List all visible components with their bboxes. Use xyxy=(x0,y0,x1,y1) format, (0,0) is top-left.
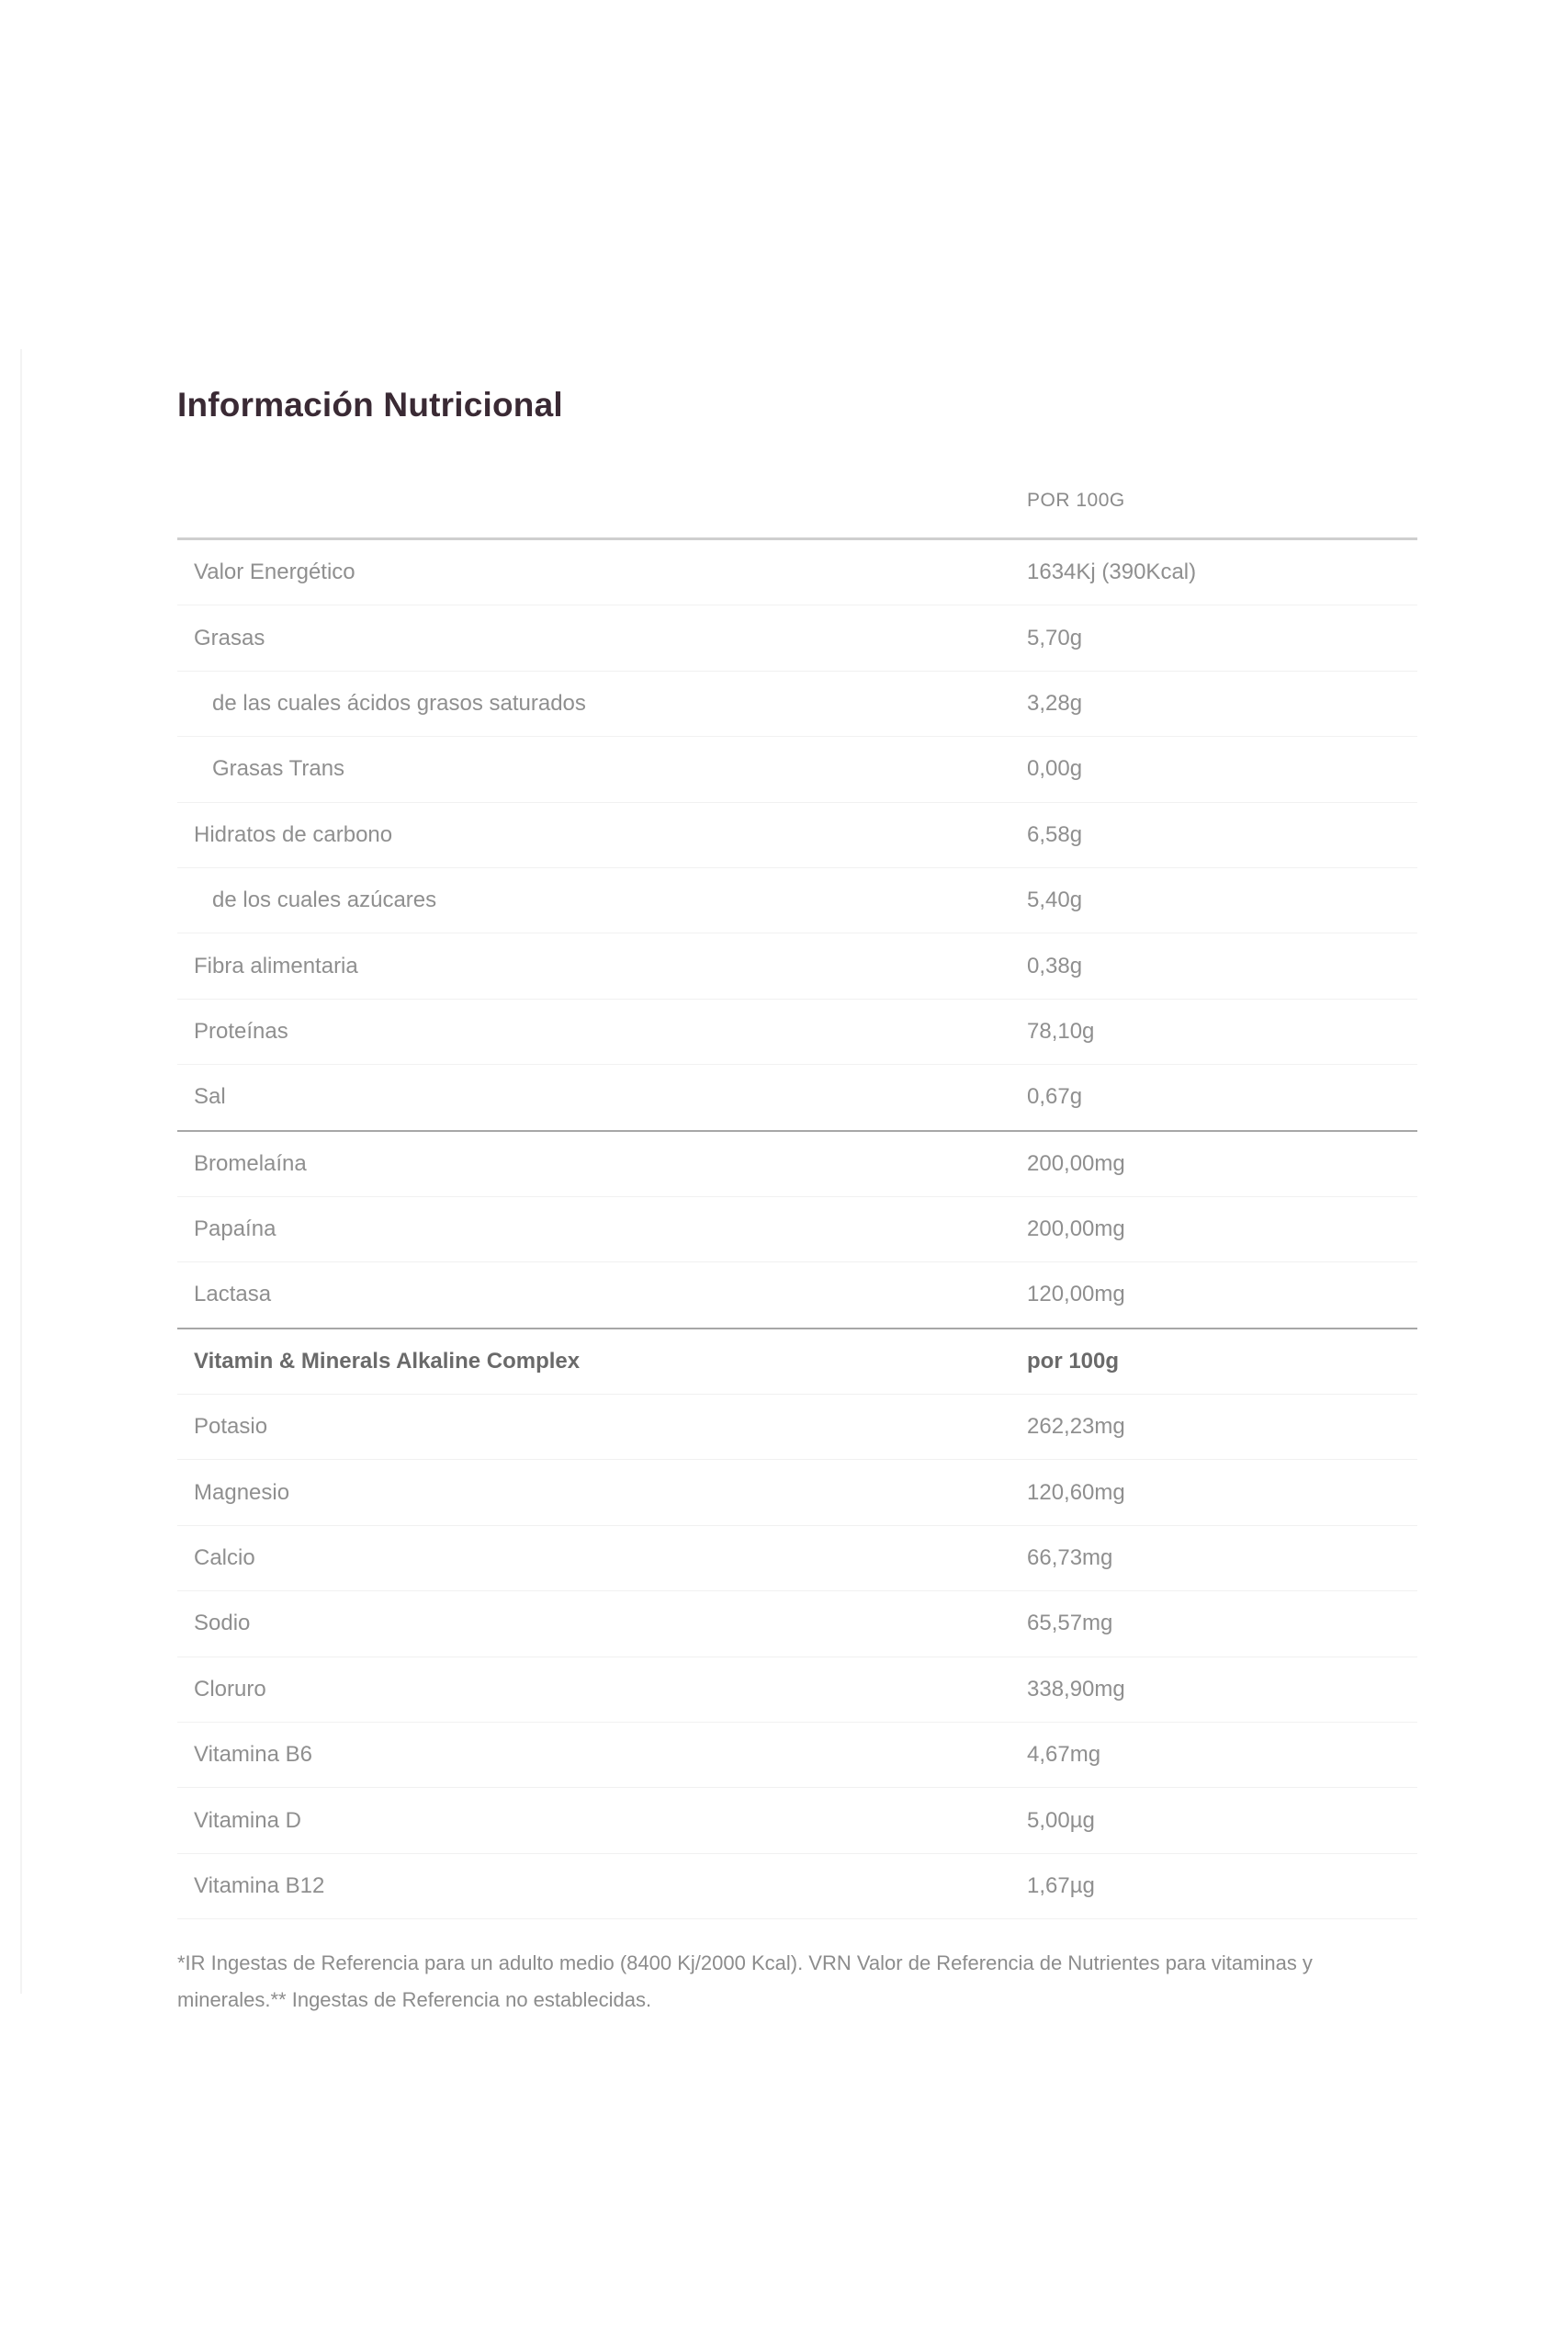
table-row xyxy=(177,1262,1417,1329)
nutrient-name: Calcio xyxy=(177,1525,1027,1590)
table-row xyxy=(177,933,1417,999)
nutrient-value: 0,67g xyxy=(1027,1065,1417,1131)
per-100g-column-header: POR 100G xyxy=(1027,464,1417,539)
nutrient-value: 1634Kj (390Kcal) xyxy=(1027,539,1417,605)
nutrient-name: Fibra alimentaria xyxy=(177,933,1027,999)
nutrient-value: 0,00g xyxy=(1027,737,1417,802)
table-row xyxy=(177,1065,1417,1131)
nutrient-name: Proteínas xyxy=(177,999,1027,1064)
nutrient-name: Potasio xyxy=(177,1395,1027,1460)
nutrient-value: 0,38g xyxy=(1027,933,1417,999)
table-row xyxy=(177,737,1417,802)
nutrient-column-header xyxy=(177,464,1027,539)
table-row xyxy=(177,802,1417,867)
nutrition-table-body xyxy=(177,539,1417,1919)
nutrient-value: 5,70g xyxy=(1027,605,1417,671)
table-row xyxy=(177,1788,1417,1853)
nutrient-name: Hidratos de carbono xyxy=(177,802,1027,867)
table-row xyxy=(177,867,1417,933)
nutrient-name: de los cuales azúcares xyxy=(177,867,1027,933)
table-row xyxy=(177,999,1417,1064)
nutrient-name: Sal xyxy=(177,1065,1027,1131)
table-group-header-row xyxy=(177,1329,1417,1395)
table-row xyxy=(177,671,1417,736)
page-title: Información Nutricional xyxy=(177,386,563,424)
nutrient-name: Grasas Trans xyxy=(177,737,1027,802)
nutrient-name: Vitamina B6 xyxy=(177,1723,1027,1788)
table-row xyxy=(177,605,1417,671)
table-row xyxy=(177,1525,1417,1590)
nutrient-name: Vitamin & Minerals Alkaline Complex xyxy=(177,1329,1027,1395)
nutrient-name: Lactasa xyxy=(177,1262,1027,1329)
nutrient-name: Papaína xyxy=(177,1196,1027,1261)
nutrient-value: 3,28g xyxy=(1027,671,1417,736)
nutrient-name: Magnesio xyxy=(177,1460,1027,1525)
table-row xyxy=(177,1853,1417,1918)
table-row xyxy=(177,1657,1417,1722)
nutrient-value: 65,57mg xyxy=(1027,1591,1417,1657)
nutrient-value: 120,60mg xyxy=(1027,1460,1417,1525)
table-row xyxy=(177,1395,1417,1460)
nutrient-value: 1,67µg xyxy=(1027,1853,1417,1918)
nutrient-name: Vitamina D xyxy=(177,1788,1027,1853)
table-row xyxy=(177,1591,1417,1657)
table-row xyxy=(177,1196,1417,1261)
nutrient-value: por 100g xyxy=(1027,1329,1417,1395)
nutrient-value: 78,10g xyxy=(1027,999,1417,1064)
nutrient-value: 262,23mg xyxy=(1027,1395,1417,1460)
table-header-row xyxy=(177,464,1417,539)
nutrient-value: 120,00mg xyxy=(1027,1262,1417,1329)
nutrient-value: 4,67mg xyxy=(1027,1723,1417,1788)
table-row xyxy=(177,1131,1417,1197)
nutrient-value: 6,58g xyxy=(1027,802,1417,867)
page-edge-divider xyxy=(20,349,22,1994)
nutrient-name: Grasas xyxy=(177,605,1027,671)
nutrient-name: Valor Energético xyxy=(177,539,1027,605)
table-row xyxy=(177,1460,1417,1525)
nutrient-name: Vitamina B12 xyxy=(177,1853,1027,1918)
nutrient-value: 200,00mg xyxy=(1027,1131,1417,1197)
nutrient-name: de las cuales ácidos grasos saturados xyxy=(177,671,1027,736)
nutrient-name: Sodio xyxy=(177,1591,1027,1657)
nutrition-table xyxy=(177,464,1417,1919)
nutrient-value: 5,40g xyxy=(1027,867,1417,933)
nutrient-name: Bromelaína xyxy=(177,1131,1027,1197)
nutrient-value: 66,73mg xyxy=(1027,1525,1417,1590)
table-row xyxy=(177,539,1417,605)
nutrient-value: 338,90mg xyxy=(1027,1657,1417,1722)
nutrition-panel xyxy=(177,368,1417,2018)
nutrient-value: 200,00mg xyxy=(1027,1196,1417,1261)
nutrient-name: Cloruro xyxy=(177,1657,1027,1722)
nutrient-value: 5,00µg xyxy=(1027,1788,1417,1853)
footnote: *IR Ingestas de Referencia para un adulto medio (8400 Kj/2000 Kcal). VRN Valor de Referencia de Nutrientes para vitaminas y minerales.** Ingestas de Referencia no establecidas. xyxy=(177,1951,1313,2012)
table-row xyxy=(177,1723,1417,1788)
